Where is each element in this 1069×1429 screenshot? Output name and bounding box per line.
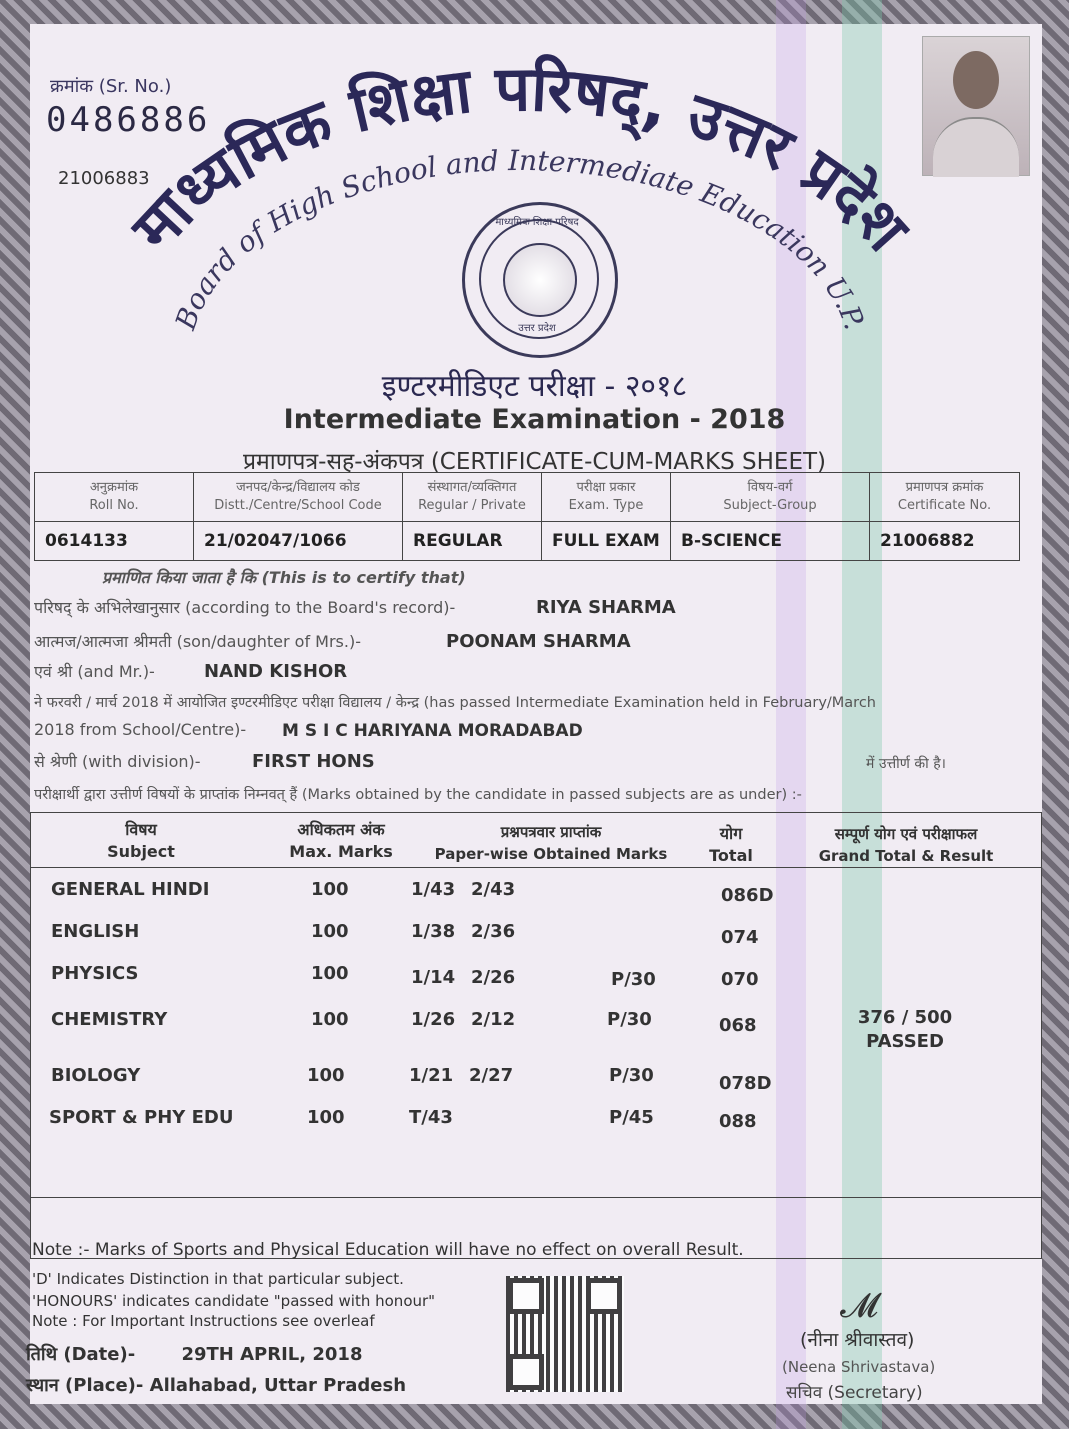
certificate-title: प्रमाणपत्र-सह-अंकपत्र (CERTIFICATE-CUM-MARKS SHEET) xyxy=(242,449,827,475)
subject-group: B-SCIENCE xyxy=(671,522,870,561)
signature-mark: 𝓜 xyxy=(840,1286,879,1326)
emblem-top-text: माध्यमिक शिक्षा परिषद xyxy=(495,217,579,228)
table-row xyxy=(31,879,1041,921)
max-marks: 100 xyxy=(311,963,349,984)
father-name: NAND KISHOR xyxy=(204,661,348,682)
certify-intro: प्रमाणित किया जाता है कि (This is to certify that) xyxy=(102,568,466,587)
max-marks: 100 xyxy=(307,1107,345,1128)
division-label: से श्रेणी (with division)- xyxy=(34,752,201,771)
student-name: RIYA SHARMA xyxy=(536,597,676,618)
practical: P/30 xyxy=(611,969,656,990)
header-regular: संस्थागत/व्यक्तिगत Regular / Private xyxy=(403,473,542,522)
signatory-name-hindi: (नीना श्रीवास्तव) xyxy=(800,1329,915,1351)
grand-total: 376 / 500 xyxy=(857,1007,953,1028)
passed-suffix: में उत्तीर्ण की है। xyxy=(866,756,946,772)
max-marks: 100 xyxy=(311,879,349,900)
table-row xyxy=(31,963,1041,1005)
date-value: 29TH APRIL, 2018 xyxy=(181,1344,363,1365)
subject-name: CHEMISTRY xyxy=(51,1009,168,1030)
marks-intro: परीक्षार्थी द्वारा उत्तीर्ण विषयों के प्राप्तांक निम्नवत् हैं (Marks obtained by the candidate in passed subjects are as under) :- xyxy=(34,787,802,803)
paper-2: 2/26 xyxy=(471,967,516,988)
paper-2: 2/36 xyxy=(471,921,516,942)
passed-line: ने फरवरी / मार्च 2018 में आयोजित इण्टरमीडिएट परीक्षा विद्यालय / केन्द्र (has passed Intermediate Examination held in February/March xyxy=(34,695,876,711)
date-label: तिथि (Date)- xyxy=(26,1344,136,1365)
subject-name: SPORT & PHY EDU xyxy=(49,1107,234,1128)
school-label: 2018 from School/Centre)- xyxy=(34,720,247,739)
header-roll: अनुक्रमांक Roll No. xyxy=(35,473,194,522)
table-row xyxy=(31,1107,1041,1149)
serial-number: 0486886 xyxy=(46,100,211,140)
subject-total: 086D xyxy=(721,885,774,906)
candidate-type: REGULAR xyxy=(403,522,542,561)
subject-name: PHYSICS xyxy=(51,963,139,984)
exam-type: FULL EXAM xyxy=(542,522,671,561)
paper-2: 2/43 xyxy=(471,879,516,900)
practical: P/45 xyxy=(609,1107,654,1128)
subject-total: 068 xyxy=(719,1015,757,1036)
signatory-title: सचिव (Secretary) xyxy=(786,1383,923,1403)
header-total: योग Total xyxy=(709,824,753,865)
distinction-note: 'D' Indicates Distinction in that particular subject. xyxy=(32,1270,404,1288)
practical: P/30 xyxy=(607,1009,652,1030)
certificate-number: 21006882 xyxy=(870,522,1020,561)
subject-total: 070 xyxy=(721,969,759,990)
subject-total: 074 xyxy=(721,927,759,948)
header-grand-total: सम्पूर्ण योग एवं परीक्षाफल Grand Total & Result xyxy=(818,825,994,865)
max-marks: 100 xyxy=(311,921,349,942)
marks-header-row xyxy=(31,813,1041,868)
record-label: परिषद् के अभिलेखानुसार (according to the Board's record)- xyxy=(34,598,456,617)
roll-number: 0614133 xyxy=(35,522,194,561)
instructions-note: Note : For Important Instructions see overleaf xyxy=(32,1312,375,1330)
honours-note: 'HONOURS' indicates candidate "passed with honour" xyxy=(32,1292,436,1310)
place-value: Allahabad, Uttar Pradesh xyxy=(149,1375,407,1396)
subject-total: 088 xyxy=(719,1111,757,1132)
school-code: 21/02047/1066 xyxy=(194,522,403,561)
signatory-name-english: (Neena Shrivastava) xyxy=(782,1358,936,1376)
board-name-english: Board of High School and Intermediate Education U.P. xyxy=(168,143,872,334)
paper-2: 2/12 xyxy=(471,1009,516,1030)
board-name-hindi: माध्यमिक शिक्षा परिषद्, उत्तर प्रदेश xyxy=(117,51,923,265)
header-exam-type: परीक्षा प्रकार Exam. Type xyxy=(542,473,671,522)
result-status: PASSED xyxy=(866,1031,944,1052)
paper-1: 1/38 xyxy=(411,921,456,942)
issue-place xyxy=(26,1373,406,1397)
paper-1: 1/43 xyxy=(411,879,456,900)
header-subject: विषय Subject xyxy=(107,820,175,861)
header-school-code: जनपद/केन्द्र/विद्यालय कोड Distt./Centre/School Code xyxy=(194,473,403,522)
exam-title-english: Intermediate Examination - 2018 xyxy=(283,404,786,435)
subject-name: ENGLISH xyxy=(51,921,140,942)
paper-1: 1/21 xyxy=(409,1065,454,1086)
emblem-icon xyxy=(503,243,577,317)
sports-note: Note :- Marks of Sports and Physical Education will have no effect on overall Result. xyxy=(32,1240,744,1260)
table-row xyxy=(31,921,1041,963)
table-row xyxy=(31,1065,1041,1107)
paper-1: 1/26 xyxy=(411,1009,456,1030)
father-label: एवं श्री (and Mr.)- xyxy=(34,662,155,681)
paper-1: 1/14 xyxy=(411,967,456,988)
mother-name: POONAM SHARMA xyxy=(446,631,631,652)
qr-code-icon xyxy=(506,1276,624,1392)
info-header-row xyxy=(35,473,1020,522)
mother-label: आत्मज/आत्मजा श्रीमती (son/daughter of Mrs.)- xyxy=(34,632,361,651)
info-value-row xyxy=(35,522,1020,561)
marks-table xyxy=(30,812,1042,1198)
header-paper-marks: प्रश्नपत्रवार प्राप्तांक Paper-wise Obtained Marks xyxy=(434,823,668,863)
max-marks: 100 xyxy=(311,1009,349,1030)
header-subject-group: विषय-वर्ग Subject-Group xyxy=(671,473,870,522)
emblem-bottom-text: उत्तर प्रदेश xyxy=(518,323,556,334)
school-name: M S I C HARIYANA MORADABAD xyxy=(282,721,583,741)
document-code: 21006883 xyxy=(58,168,150,189)
place-label: स्थान (Place)- xyxy=(26,1375,144,1396)
paper-2: 2/27 xyxy=(469,1065,514,1086)
subject-name: BIOLOGY xyxy=(51,1065,141,1086)
candidate-info-table xyxy=(34,472,1020,561)
paper-1: T/43 xyxy=(409,1107,453,1128)
practical: P/30 xyxy=(609,1065,654,1086)
header-certificate-no: प्रमाणपत्र क्रमांक Certificate No. xyxy=(870,473,1020,522)
exam-title-hindi: इण्टरमीडिएट परीक्षा - २०१८ xyxy=(381,369,688,404)
division: FIRST HONS xyxy=(252,751,375,772)
issue-date xyxy=(26,1342,362,1366)
subject-name: GENERAL HINDI xyxy=(51,879,210,900)
grand-total-result xyxy=(810,1006,1000,1054)
header-max-marks: अधिकतम अंक Max. Marks xyxy=(289,820,393,861)
serial-label: क्रमांक (Sr. No.) xyxy=(50,76,172,97)
subject-total: 078D xyxy=(719,1073,772,1094)
max-marks: 100 xyxy=(307,1065,345,1086)
